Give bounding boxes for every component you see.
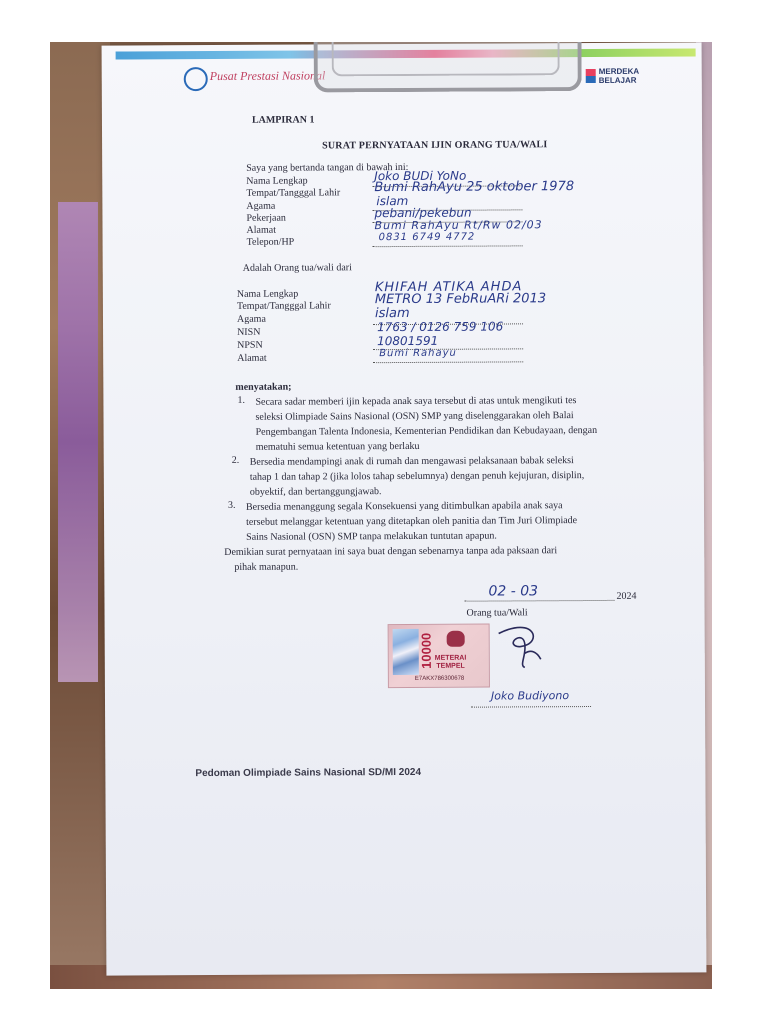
background-cloth bbox=[58, 202, 98, 682]
item-line: Pengembangan Talenta Indonesia, Kementerian Pendidikan dan Kebudayaan, dengan bbox=[255, 424, 598, 438]
clipboard-clip-inner bbox=[332, 42, 560, 76]
header-right-logo-text: MERDEKA BELAJAR bbox=[598, 66, 639, 85]
item-line: obyektif, dan bertanggungjawab. bbox=[249, 486, 382, 498]
item-line: Sains Nasional (OSN) SMP tanpa melakukan tuntutan apapun. bbox=[246, 530, 497, 543]
parent-field-label: Tempat/Tangggal Lahir bbox=[246, 187, 341, 199]
fill-line bbox=[373, 244, 523, 247]
item-line: Bersedia mendampingi anak di rumah dan mengawasi pelaksanaan babak seleksi bbox=[249, 455, 574, 468]
lampiran-label: LAMPIRAN 1 bbox=[251, 114, 315, 126]
stamp-label-line: METERAI bbox=[434, 654, 467, 662]
signer-name: Joko Budiyono bbox=[490, 689, 570, 703]
stamp-label-line: TEMPEL bbox=[436, 662, 465, 670]
item-line: Secara sadar memberi ijin kepada anak saya tersebut di atas untuk mengikuti tes bbox=[255, 395, 577, 408]
footer-text: Pedoman Olimpiade Sains Nasional SD/MI 2024 bbox=[195, 766, 422, 780]
item-number: 1. bbox=[237, 394, 245, 406]
parent-field-value: Joko BUDi YoNo bbox=[374, 168, 467, 184]
child-field-value: METRO 13 FebRuARi 2013 bbox=[374, 291, 547, 308]
garuda-icon bbox=[447, 631, 465, 647]
closing-line: pihak manapun. bbox=[234, 561, 299, 573]
stamp-label bbox=[435, 655, 467, 671]
header-left-logo-text: Pusat Prestasi Nasional bbox=[209, 68, 326, 84]
parent-field-value: Bumi RahAyu 25 oktober 1978 bbox=[374, 179, 575, 196]
stamp-value: 10000 bbox=[418, 632, 434, 669]
child-field-value: KHIFAH ATIKA AHDA bbox=[374, 279, 523, 296]
photo-frame bbox=[50, 42, 712, 989]
child-field-label: Tempat/Tangggal Lahir bbox=[236, 300, 331, 312]
intro-text: Saya yang bertanda tangan di bawah ini: bbox=[246, 161, 409, 174]
parent-field-value: pebani/pekebun bbox=[374, 205, 472, 221]
child-field-value: 10801591 bbox=[377, 333, 439, 349]
statement-label: menyatakan; bbox=[235, 381, 292, 393]
signer-name-line bbox=[471, 705, 591, 708]
statement-item-1 bbox=[255, 392, 695, 454]
child-field-label: Alamat bbox=[237, 352, 267, 364]
parent-field-label: Agama bbox=[246, 200, 276, 212]
merdeka-belajar-icon bbox=[586, 69, 596, 83]
parent-field-value: islam bbox=[376, 193, 409, 209]
item-line: seleksi Olimpiade Sains Nasional (OSN) SMP yang diselenggarakan oleh Balai bbox=[255, 410, 574, 423]
item-line: mematuhi semua ketentuan yang berlaku bbox=[255, 440, 420, 453]
signature-scribble bbox=[495, 623, 545, 669]
date-handwritten: 02 - 03 bbox=[488, 583, 539, 600]
closing-paragraph bbox=[224, 542, 704, 575]
child-field-label: Nama Lengkap bbox=[236, 288, 299, 300]
item-number: 3. bbox=[227, 499, 236, 511]
stamp-code: E7AKX786300678 bbox=[414, 675, 465, 682]
meterai-stamp bbox=[388, 624, 490, 689]
parent-field-label: Telepon/HP bbox=[246, 236, 295, 248]
closing-line: Demikian surat pernyataan ini saya buat dengan sebenarnya tanpa ada paksaan dari bbox=[224, 545, 558, 558]
tut-wuri-logo-icon bbox=[184, 67, 208, 91]
parent-field-label: Pekerjaan bbox=[246, 212, 286, 224]
child-field-label: NISN bbox=[237, 326, 261, 338]
document-title: SURAT PERNYATAAN IJIN ORANG TUA/WALI bbox=[322, 139, 548, 152]
child-field-label: NPSN bbox=[237, 339, 263, 351]
date-line bbox=[464, 599, 614, 602]
statement-item-2 bbox=[250, 452, 700, 499]
child-field-label: Agama bbox=[236, 313, 266, 325]
statement-item-3 bbox=[246, 497, 702, 544]
signer-label: Orang tua/Wali bbox=[466, 607, 528, 619]
parent-field-label: Nama Lengkap bbox=[246, 175, 308, 187]
item-line: tahap 1 dan tahap 2 (jika lolos tahap sebelumnya) dengan penuh kejujuran, disiplin, bbox=[249, 470, 585, 483]
child-intro-text: Adalah Orang tua/wali dari bbox=[242, 262, 352, 274]
item-line: tersebut melanggar ketentuan yang ditetapkan oleh panitia dan Tim Juri Olimpiade bbox=[246, 515, 578, 528]
document-paper bbox=[102, 42, 707, 975]
item-number: 2. bbox=[231, 454, 240, 466]
parent-field-value: Bumi RahAyu Rt/Rw 02/03 bbox=[374, 218, 543, 233]
child-field-value: 1763 / 0126 759 106 bbox=[377, 319, 504, 335]
hologram-icon bbox=[393, 629, 419, 675]
parent-field-label: Alamat bbox=[246, 224, 277, 236]
parent-field-value: 0831 6749 4772 bbox=[378, 231, 476, 244]
fill-line bbox=[373, 360, 523, 363]
child-field-value: Bumi Rahayu bbox=[379, 347, 457, 360]
child-field-value: islam bbox=[374, 305, 410, 322]
item-line: Bersedia menanggung segala Konsekuensi yang ditimbulkan apabila anak saya bbox=[245, 500, 563, 513]
date-year: 2024 bbox=[616, 590, 637, 602]
